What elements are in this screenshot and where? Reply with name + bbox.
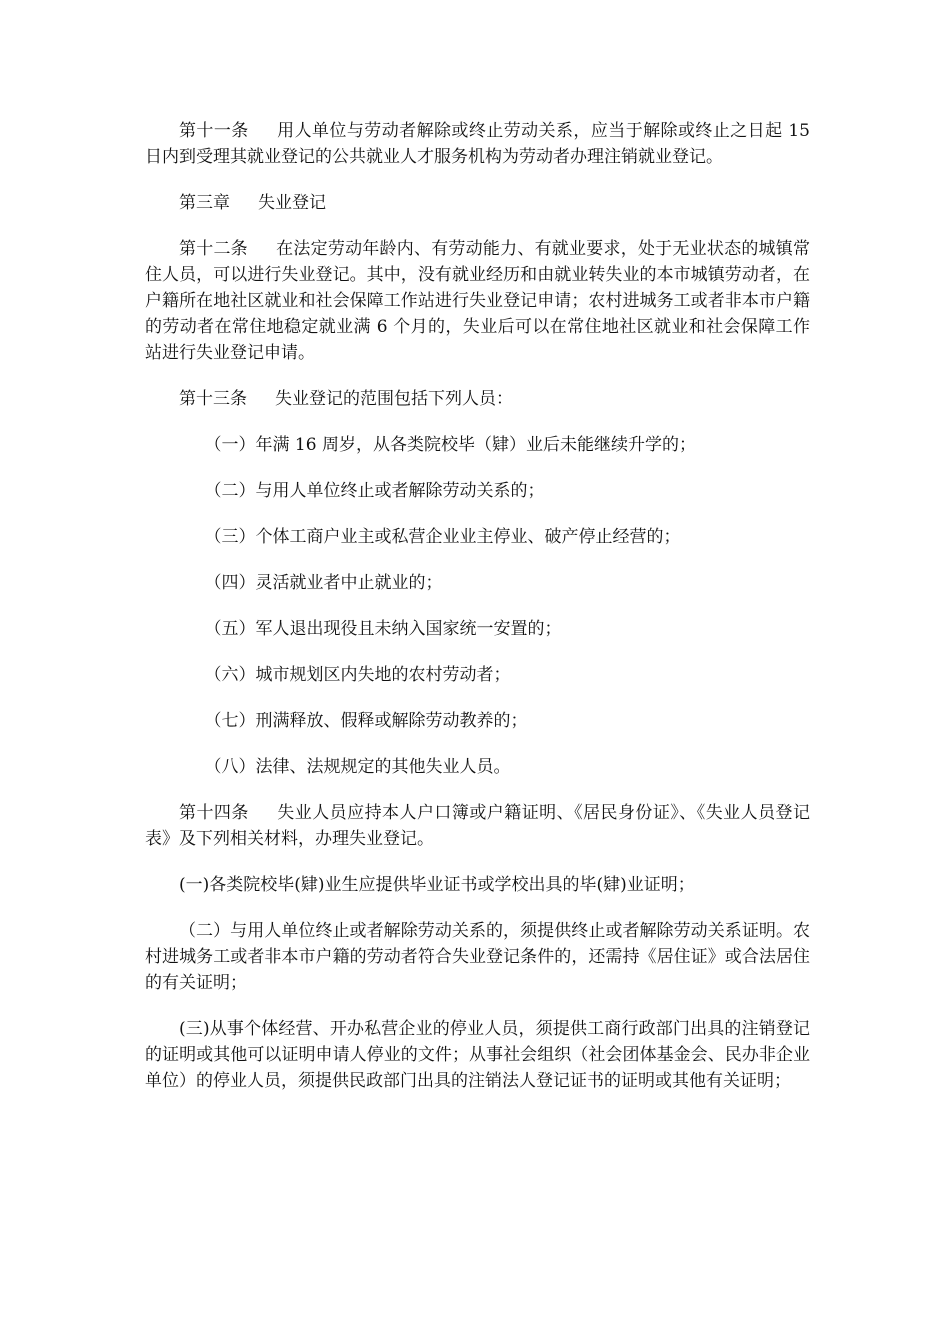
article-11 — [145, 118, 810, 170]
article-12 — [145, 236, 810, 366]
article-12-text: 在法定劳动年龄内、有劳动能力、有就业要求，处于无业状态的城镇常住人员，可以进行失业登记。其中，没有就业经历和由就业转失业的本市城镇劳动者，在户籍所在地社区就业和社会保障工作站进行失业登记申请；农村进城务工或者非本市户籍的劳动者在常住地稳定就业满 6 个月的，失业后可以在常住地社区就业和社会保障工作站进行失业登记申请。 — [145, 239, 811, 363]
article-12-heading: 第十二条 — [179, 239, 248, 259]
article-13-text: 失业登记的范围包括下列人员： — [275, 389, 513, 409]
article-14 — [145, 800, 810, 852]
article-11-text: 用人单位与劳动者解除或终止劳动关系，应当于解除或终止之日起 15 日内到受理其就业登记的公共就业人才服务机构为劳动者办理注销就业登记。 — [145, 121, 810, 167]
article-13-heading: 第十三条 — [179, 389, 247, 409]
article-13-item-1: （一）年满 16 周岁，从各类院校毕（肄）业后未能继续升学的； — [204, 435, 696, 455]
document-body — [145, 118, 810, 1094]
article-14-heading: 第十四条 — [179, 803, 249, 823]
article-13 — [145, 386, 810, 412]
article-13-item-7: （七）刑满释放、假释或解除劳动教养的； — [204, 711, 528, 731]
chapter-3-heading: 第三章 — [179, 193, 230, 213]
chapter-3-name: 失业登记 — [258, 193, 326, 213]
article-14-item-2: （二）与用人单位终止或者解除劳动关系的，须提供终止或者解除劳动关系证明。农村进城务工或者非本市户籍的劳动者符合失业登记条件的，还需持《居住证》或合法居住的有关证明； — [145, 921, 810, 993]
article-13-item-5: （五）军人退出现役且未纳入国家统一安置的； — [204, 619, 562, 639]
article-13-item-6: （六）城市规划区内失地的农村劳动者； — [204, 665, 511, 685]
article-13-item-8: （八）法律、法规规定的其他失业人员。 — [204, 757, 511, 777]
article-13-item-4: （四）灵活就业者中止就业的； — [204, 573, 443, 593]
article-13-item-3: （三）个体工商户业主或私营企业业主停业、破产停止经营的； — [204, 527, 681, 547]
article-14-item-3: (三)从事个体经营、开办私营企业的停业人员，须提供工商行政部门出具的注销登记的证明或其他可以证明申请人停业的文件；从事社会组织（社会团体基金会、民办非企业单位）的停业人员，须提供民政部门出具的注销法人登记证书的证明或其他有关证明； — [145, 1019, 810, 1091]
article-11-heading: 第十一条 — [179, 121, 249, 141]
chapter-3-title — [145, 190, 810, 216]
article-13-item-2: （二）与用人单位终止或者解除劳动关系的； — [204, 481, 545, 501]
article-14-item-1: (一)各类院校毕(肄)业生应提供毕业证书或学校出具的毕(肄)业证明； — [179, 875, 695, 895]
article-14-text: 失业人员应持本人户口簿或户籍证明、《居民身份证》、《失业人员登记表》及下列相关材料，办理失业登记。 — [145, 803, 811, 849]
